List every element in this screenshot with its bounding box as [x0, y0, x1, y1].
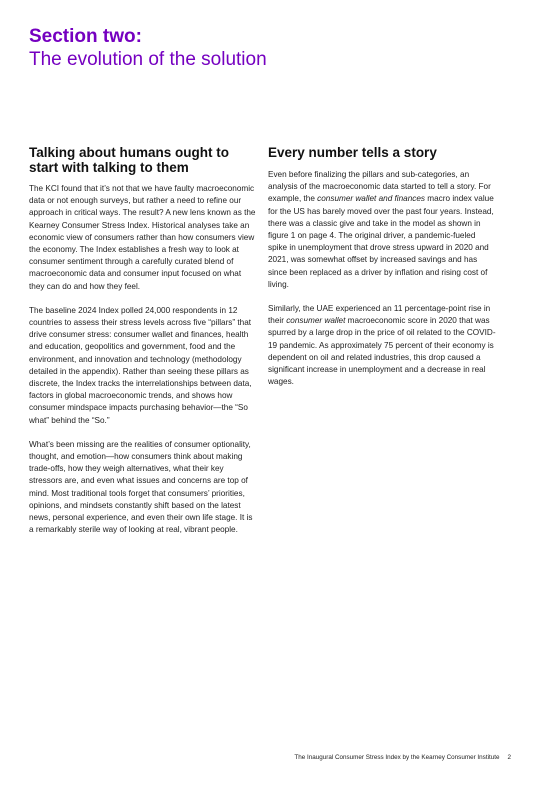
text-span: macro index value for the US has barely moved over the past four years. Instead, there was a classic give and take in the model as shown in figure 1 on page 4. The original driver, a pandemic-fueled spike in unemployment that drove stress upward in 2020 and 2021, was somewhat offset by increased savings and has since been replaced as a driver by inflation and rising cost of living. [268, 194, 494, 289]
right-paragraph-1 [268, 169, 496, 291]
section-label: Section two: [29, 26, 142, 47]
text-span: Similarly, the UAE experienced an 11 percentage-point rise in their [268, 304, 491, 326]
right-heading: Every number tells a story [268, 145, 437, 160]
section-title: The evolution of the solution [29, 49, 267, 70]
text-span: Even before finalizing the pillars and sub-categories, an analysis of the macroeconomic data started to tell a story. For example, the [268, 170, 491, 204]
right-paragraph-2 [268, 303, 496, 388]
left-paragraph-3: What’s been missing are the realities of consumer optionality, thought, and emotion—how consumers think about making trade-offs, how they weigh alternatives, what their key stressors are, and even what issues and concerns are top of mind. Most traditional tools forget that consumers’ priorities, opinions, and mindsets constantly shift based on the latest news, personal experience, and even their own life stage. It is a remarkably sterile way of looking at real, vibrant people. [29, 439, 253, 535]
section-header [29, 26, 267, 72]
emphasis-text: consumer wallet [286, 316, 346, 326]
left-paragraph-1: The KCI found that it’s not that we have faulty macroeconomic data or not enough surveys, but rather a need to refine our approach in critical ways. The result? A new lens known as the Kearney Consumer Stress Index. Historical analyses take an economic view of consumers rather than how consumers view the economy. The Index establishes a fresh way to look at consumer sentiment through a carefully curated blend of macroeconomic data and consumer input focused on what they can do and how they feel. [29, 184, 256, 291]
text-span: macroeconomic score in 2020 that was spurred by a large drop in the price of oil related to the COVID-19 pandemic. As approximately 75 percent of their economy is dependent on oil and related industries, this drop caused a significant increase in unemployment and a decrease in real wages. [268, 316, 496, 387]
left-heading: Talking about humans ought to start with talking to them [29, 145, 229, 175]
right-column [268, 145, 496, 400]
left-paragraph-2: The baseline 2024 Index polled 24,000 respondents in 12 countries to assess their stress levels across five “pillars” that drive consumer stress: consumer wallet and finances, health and education, geopolitics and government, food and the environment, and innovation and technology (methodology detailed in the appendix). Rather than seeing these pillars as discrete, the Index tracks the interrelationships between data, factors in global macroeconomic trends, and shows how consumer mindspace impacts purchasing behavior—the “So what” behind the “So.” [29, 305, 252, 425]
page-number: 2 [507, 754, 511, 761]
emphasis-text: consumer wallet and finances [317, 194, 426, 204]
page-footer [294, 754, 511, 761]
footer-text: The Inaugural Consumer Stress Index by the Kearney Consumer Institute [294, 754, 500, 761]
left-column [29, 145, 257, 548]
